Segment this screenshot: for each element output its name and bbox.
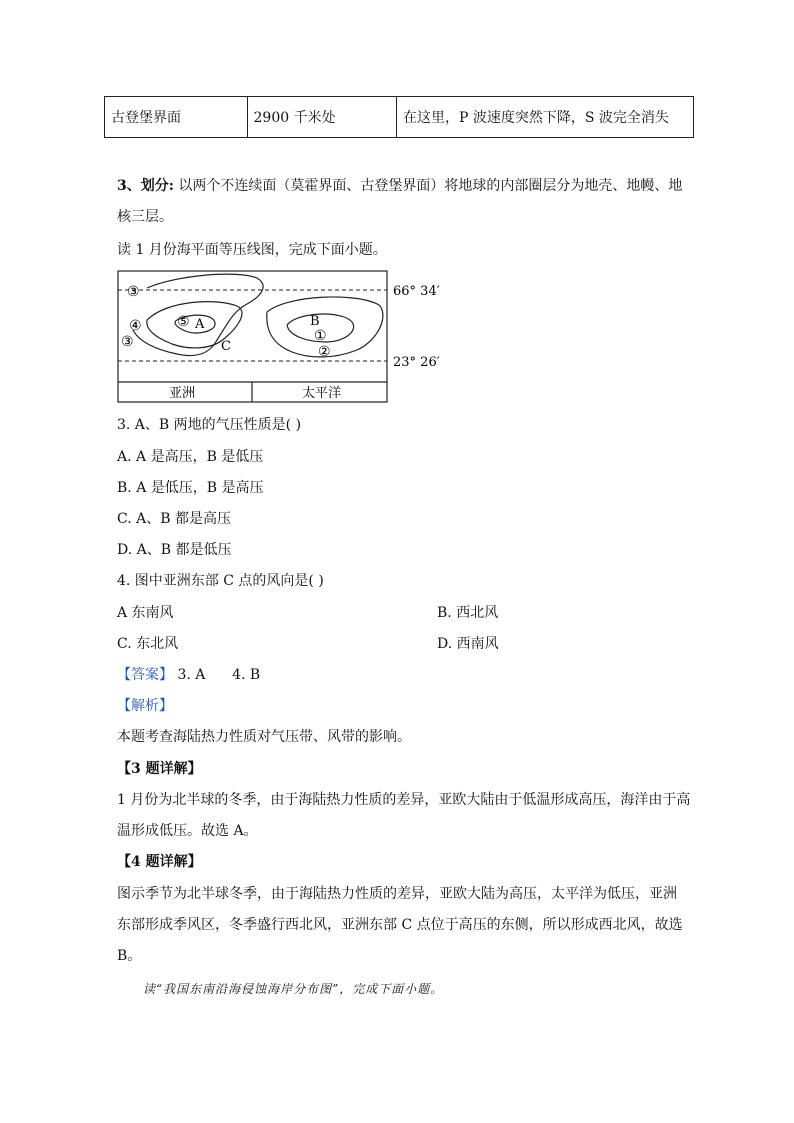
label-c: C [221,339,231,354]
detail3-line1: 1 月份为北半球的冬季，由于海陆热力性质的差异，亚欧大陆由于低温形成高压，海洋由于高 [117,792,691,808]
detail4-line2: 东部形成季风区，冬季盛行西北风，亚洲东部 C 点位于高压的东侧，所以形成西北风，故选 [117,917,683,933]
detail4-line3: B。 [117,948,142,964]
q3-stem: 3. A、B 两地的气压性质是( ) [117,417,302,433]
label-b: B [310,314,320,329]
answer-tag: 【答案】 [117,667,173,683]
label-c1: ① [314,328,327,344]
label-lat-2326: 23° 26′ [393,355,440,370]
geo-table-row [104,96,694,138]
label-c4: ④ [129,318,142,334]
intro-text: 读 1 月份海平面等压线图，完成下面小题。 [117,242,387,258]
isobar-map-svg [117,270,447,405]
q3-option-a: A. A 是高压，B 是低压 [117,449,264,465]
label-c2: ② [318,344,331,360]
division-text: 以两个不连续面（莫霍界面、古登堡界面）将地球的内部圈层分为地壳、地幔、地 [178,178,683,194]
table-cell-feature: 在这里，P 波速度突然下降，S 波完全消失 [403,110,669,126]
detail4-tag: 【4 题详解】 [117,854,202,870]
isobar-map [117,270,447,405]
label-a: A [195,317,205,332]
q3-option-c: C. A、B 都是高压 [117,511,231,527]
table-cell-name: 古登堡界面 [105,97,248,137]
q4-option-d: D. 西南风 [437,636,499,652]
label-c3-left: ③ [121,334,134,350]
q3-option-b: B. A 是低压，B 是高压 [117,480,264,496]
division-line2: 核三层。 [117,209,173,225]
label-asia: 亚洲 [169,386,196,401]
detail3-line2: 温形成低压。故选 A。 [117,823,258,839]
label-lat-6634: 66° 34′ [393,284,440,299]
q4-option-a: A 东南风 [117,605,174,621]
q4-option-b: B. 西北风 [437,605,499,621]
label-c5: ⑤ [177,314,190,330]
answer-text: 3. A 4. B [177,667,261,683]
division-line1 [117,176,682,196]
footer-note: 读“我国东南沿海侵蚀海岸分布图”，完成下面小题。 [143,982,444,996]
label-pacific: 太平洋 [302,386,342,401]
q4-option-c: C. 东北风 [117,636,179,652]
q4-stem: 4. 图中亚洲东部 C 点的风向是( ) [117,573,324,589]
q3-option-d: D. A、B 都是低压 [117,542,232,558]
division-prefix: 3、划分: [117,178,174,194]
analysis-tag: 【解析】 [117,698,173,714]
label-c3-top: ③ [127,284,140,300]
table-cell-depth: 2900 千米处 [248,97,398,137]
detail4-line1: 图示季节为北半球冬季，由于海陆热力性质的差异，亚欧大陆为高压，太平洋为低压，亚洲 [117,886,677,902]
analysis-summary: 本题考查海陆热力性质对气压带、风带的影响。 [117,729,411,745]
answer-line [117,665,260,685]
detail3-tag: 【3 题详解】 [117,761,202,777]
